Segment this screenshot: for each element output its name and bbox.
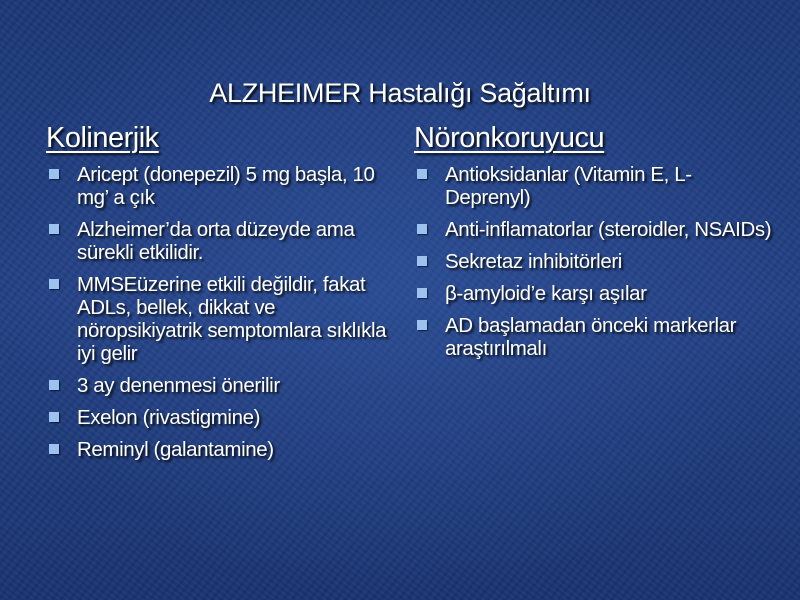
square-bullet-icon <box>417 320 427 330</box>
list-item <box>414 282 774 305</box>
list-item-text: MMSEüzerine etkili değildir, fakat ADLs, bellek, dikkat ve nöropsikiyatrik semptomlara sıklıkla iyi gelir <box>77 273 387 365</box>
square-bullet-icon <box>417 256 427 266</box>
left-bullet-list <box>46 163 391 461</box>
list-item-text: Anti-inflamatorlar (steroidler, NSAIDs) <box>445 218 772 241</box>
list-item <box>46 406 391 429</box>
list-item-text: Exelon (rivastigmine) <box>77 406 260 429</box>
square-bullet-icon <box>49 224 59 234</box>
list-item <box>46 163 391 209</box>
square-bullet-icon <box>417 224 427 234</box>
square-bullet-icon <box>49 279 59 289</box>
right-column-heading: Nöronkoruyucu <box>414 122 605 154</box>
square-bullet-icon <box>49 380 59 390</box>
left-column <box>46 122 391 470</box>
list-item <box>46 374 391 397</box>
right-bullet-list <box>414 163 774 360</box>
square-bullet-icon <box>49 169 59 179</box>
slide-title: ALZHEIMER Hastalığı Sağaltımı <box>209 78 591 108</box>
right-column <box>414 122 774 369</box>
list-item-text: Alzheimer’da orta düzeyde ama sürekli etkilidir. <box>77 218 355 264</box>
list-item-text: AD başlamadan önceki markerlar araştırılmalı <box>445 314 737 360</box>
list-item <box>414 218 774 241</box>
list-item <box>46 438 391 461</box>
list-item <box>414 250 774 273</box>
list-item-text: 3 ay denenmesi önerilir <box>77 374 280 397</box>
square-bullet-icon <box>49 444 59 454</box>
list-item-text: Antioksidanlar (Vitamin E, L-Deprenyl) <box>445 163 692 209</box>
list-item <box>414 314 774 360</box>
square-bullet-icon <box>49 412 59 422</box>
list-item-text: β-amyloid’e karşı aşılar <box>445 282 647 305</box>
list-item <box>414 163 774 209</box>
square-bullet-icon <box>417 288 427 298</box>
square-bullet-icon <box>417 169 427 179</box>
list-item <box>46 273 391 365</box>
list-item-text: Sekretaz inhibitörleri <box>445 250 622 273</box>
list-item <box>46 218 391 264</box>
left-column-heading: Kolinerjik <box>46 122 159 154</box>
list-item-text: Reminyl (galantamine) <box>77 438 274 461</box>
list-item-text: Aricept (donepezil) 5 mg başla, 10 mg’ a çık <box>77 163 375 209</box>
